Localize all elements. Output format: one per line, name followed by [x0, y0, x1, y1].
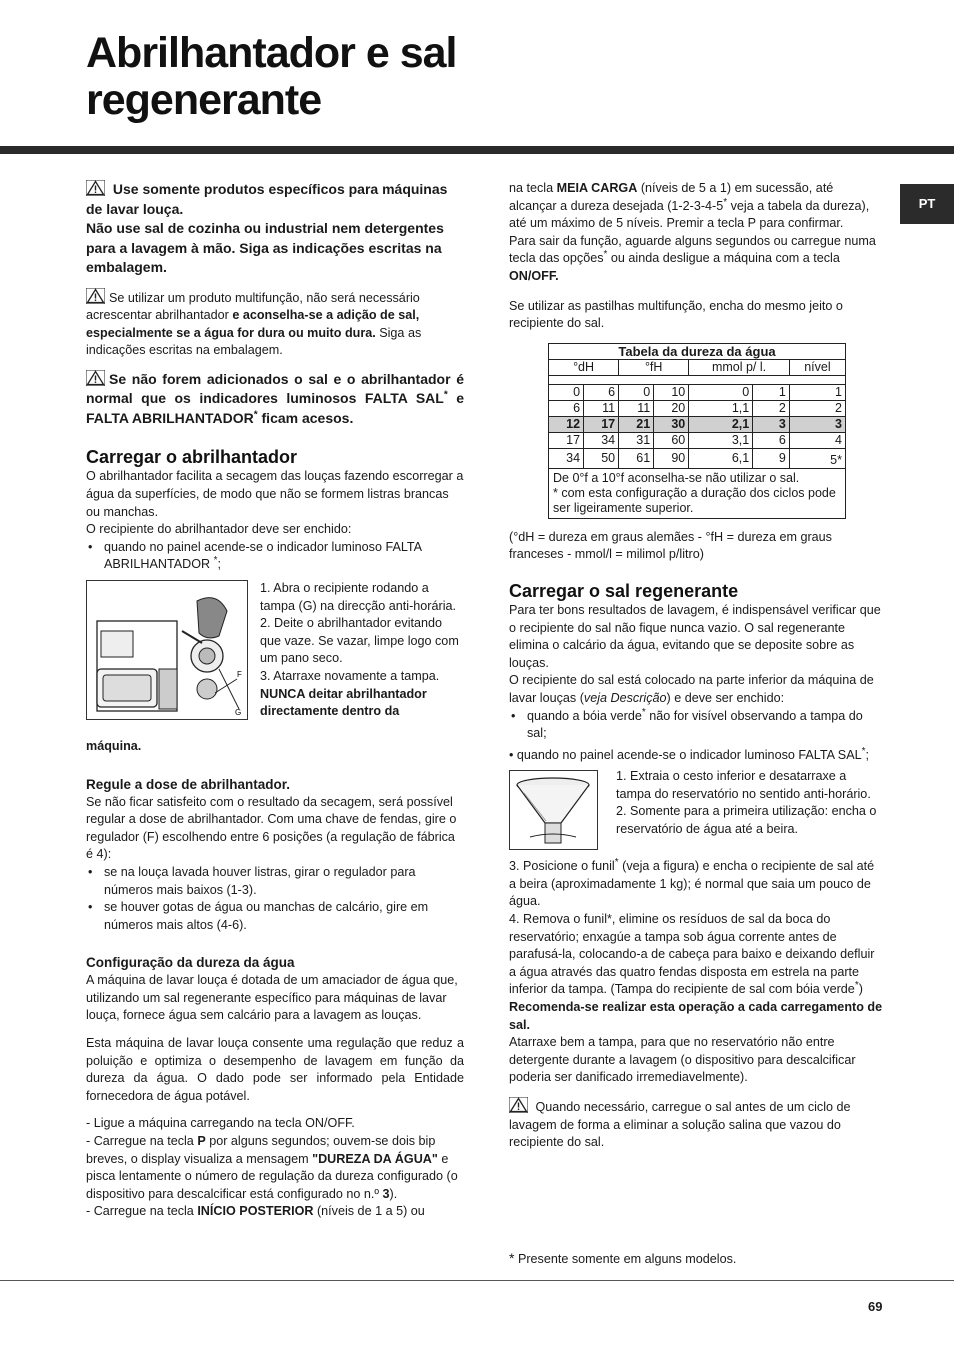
cell: 9	[753, 448, 790, 468]
cell: 1	[753, 384, 790, 400]
salt-bullet-1	[509, 708, 884, 743]
cell: 0	[689, 384, 753, 400]
exit-text: Para sair da função, aguarde alguns segundos ou carregue numa tecla das opções	[509, 233, 876, 266]
salt-bullet-2	[509, 747, 884, 765]
cell: 11	[619, 400, 654, 416]
left-column	[86, 180, 464, 1221]
warning-products-text-2: Não use sal de cozinha ou industrial nem detergentes para a lavagem à mão. Siga as indicações escritas na embalagem.	[86, 220, 444, 275]
warning-indicators	[86, 370, 464, 429]
cell: 5*	[789, 448, 845, 468]
col-dh: °dH	[549, 359, 619, 375]
funnel-illustration	[510, 771, 597, 849]
rinse-fill-when: O recipiente do abrilhantador deve ser enchido:	[86, 522, 352, 537]
salt-location-text: O recipiente do sal está colocado na parte inferior da máquina de lavar louças (	[509, 673, 874, 705]
cell: 21	[619, 416, 654, 432]
table-gap	[549, 375, 846, 384]
salt-funnel-figure	[509, 770, 598, 850]
hardness-step-2	[86, 1133, 464, 1203]
cell: 17	[584, 416, 619, 432]
key-p: P	[197, 1134, 206, 1149]
salt-tighten: Atarraxe bem a tampa, para que no reservatório não entre detergente durante a lavagem (o dispositivo para descalcificar poderia ser danificado irremediavelmente).	[509, 1035, 856, 1085]
hardness-text-1: A máquina de lavar louça é dotada de um amaciador de água que, utilizando um sal regenerante específico para máquinas de lavar louça, fornece água sem calcário para a lavagem as louças.	[86, 973, 458, 1023]
salt-bullet-2-text: • quando no painel acende-se o indicador luminoso FALTA SAL	[509, 747, 862, 762]
hardness-step-1: - Ligue a máquina carregando na tecla ON/OFF.	[86, 1116, 355, 1131]
footnote-star: *	[861, 745, 866, 757]
hardness-step-3-text: - Carregue na tecla	[86, 1204, 194, 1219]
warning-multifunction	[86, 288, 464, 360]
warning-products	[86, 180, 464, 278]
continue-text-2: (níveis de 5 a 1) em sucessão, até alcançar a dureza desejada (1-2-3-4-5	[509, 181, 834, 213]
cell: 61	[619, 448, 654, 468]
hardness-table-wrap	[548, 343, 884, 519]
warning-products-text: Use somente produtos específicos para máquinas de lavar louça.	[86, 181, 448, 217]
cell: 0	[619, 384, 654, 400]
key-half-load: MEIA CARGA	[556, 181, 638, 195]
footnote-star: *	[603, 249, 608, 261]
footnote-star: *	[854, 980, 859, 992]
cell: 2,1	[689, 416, 753, 432]
cell: 3	[753, 416, 790, 432]
cell: 34	[584, 432, 619, 448]
col-level: nível	[789, 359, 845, 375]
cell: 50	[584, 448, 619, 468]
cell: 12	[549, 416, 584, 432]
cell: 34	[549, 448, 584, 468]
table-note-2: * com esta configuração a duração dos ciclos pode ser ligeiramente superior.	[553, 485, 836, 515]
salt-location-text-2: ) e deve ser enchido:	[666, 690, 785, 705]
col-fh: °fH	[619, 359, 689, 375]
hardness-table	[548, 343, 846, 519]
footnote-star: *	[614, 857, 619, 869]
footer-rule	[0, 1280, 954, 1281]
salt-location	[509, 672, 884, 707]
salt-warning	[509, 1097, 884, 1152]
label-g: G	[235, 707, 242, 717]
title-line-1: Abrilhantador e sal	[86, 29, 457, 77]
salt-recommendation: Recomenda-se realizar esta operação a cada carregamento de sal.	[509, 1000, 883, 1032]
heading-salt: Carregar o sal regenerante	[509, 580, 739, 601]
dose-bullet-1: • se na louça lavada houver listras, girar o regulador para números mais baixos (1-3).	[86, 864, 464, 899]
rinse-step-3: 3. Atarraxe novamente a tampa.	[260, 668, 440, 683]
cell: 0	[549, 384, 584, 400]
table-row	[549, 384, 846, 400]
page-number: 69	[868, 1299, 883, 1314]
rinse-bullet-1-end: ;	[217, 557, 222, 572]
table-row	[549, 448, 846, 468]
cell: 3,1	[689, 432, 753, 448]
cell: 2	[753, 400, 790, 416]
salt-step-4-text: 4. Remova o funil*, elimine os resíduos de sal da boca do reservatório; enxagúe a tampa sob água corrente antes de parafusá-la, colocando-a de cabeça para baixo e deixando defluir a água através das quatro fendas disposta em estrela na parte inferior da tampa. (Tampa do recipiente de sal com bóia verde	[509, 912, 875, 997]
exit-function	[509, 233, 884, 286]
salt-step-1: 1. Extraia o cesto inferior e desatarraxe a tampa do reservatório no sentido anti-horário.	[616, 769, 871, 801]
cell: 4	[789, 432, 845, 448]
hardness-step-2-end: ).	[389, 1186, 398, 1201]
rinse-steps	[260, 580, 464, 721]
salt-step-3-text-2: (veja a figura) e encha o recipiente de sal até a beira (aproximadamente 1 kg); é normal que saia um pouco de água.	[509, 859, 875, 909]
warning-multifunction-bold: e aconselha-se a adição de sal, especialmente se a água for dura ou muito dura.	[86, 308, 420, 340]
footnote-star: *	[641, 706, 646, 718]
salt-step-3-text: 3. Posicione o funil	[509, 859, 615, 874]
warning-icon	[86, 288, 105, 304]
salt-bullet-2-end: ;	[865, 747, 870, 762]
footnote-star: *	[253, 409, 258, 421]
warning-indicators-text-3: ficam acesos.	[261, 409, 354, 426]
continue-text-3: veja a tabela da dureza), até um máximo de 5 níveis. Premir a tecla P para confirmar.	[509, 198, 870, 231]
warning-indicators-text: Se não forem adicionados o sal e o abrilhantador é normal que os indicadores luminosos FALTA SAL	[86, 370, 464, 407]
table-notes	[549, 468, 846, 518]
cell: 10	[654, 384, 689, 400]
warning-multifunction-text: Se utilizar um produto multifunção, não será necessário acrescentar abrilhantador	[86, 290, 420, 323]
salt-steps-1-2	[616, 768, 884, 838]
salt-step-4-end: )	[858, 982, 863, 997]
salt-location-ref: veja Descrição	[583, 690, 667, 705]
cell: 11	[584, 400, 619, 416]
salt-bullet-1-text-2: não for visível observando a tampa do sal;	[527, 708, 863, 741]
title-rule	[0, 146, 954, 154]
hardness-text-2: Esta máquina de lavar louça consente uma regulação que reduz a poluição e optimiza o desempenho de lavagem em função da dureza da água. O dado pode ser informado pela Entidade fornecedora de água potável.	[86, 1036, 464, 1103]
cell: 6	[584, 384, 619, 400]
dose-bullet-2: • se houver gotas de água ou manchas de calcário, gire em números mais altos (4-6).	[86, 899, 464, 934]
table-row	[549, 432, 846, 448]
page-title	[86, 30, 456, 124]
display-message: "DUREZA DA ÁGUA"	[312, 1151, 438, 1166]
cell: 90	[654, 448, 689, 468]
salt-bullet-1-text: quando a bóia verde	[527, 708, 642, 723]
col-mmol: mmol p/ l.	[689, 359, 790, 375]
cell: 6	[753, 432, 790, 448]
rinse-step-1: 1. Abra o recipiente rodando a tampa (G) na direcção anti-horária.	[260, 580, 456, 613]
heading-water-hardness: Configuração da dureza da água	[86, 955, 295, 971]
cell: 60	[654, 432, 689, 448]
cell: 17	[549, 432, 584, 448]
exit-text-2: ou ainda desligue a máquina com a tecla	[610, 251, 840, 266]
table-row	[549, 400, 846, 416]
hardness-step-2-text-3: e pisca lentamente o número de regulação da dureza configurado (o dispositivo para descalcificar está configurado no n.º	[86, 1151, 458, 1201]
heading-dose: Regule a dose de abrilhantador.	[86, 776, 291, 792]
warning-multifunction-text-2: Siga as indicações escritas na embalagem.	[86, 325, 422, 358]
cell: 1,1	[689, 400, 753, 416]
hardness-step-3-text-2: (níveis de 1 a 5) ou	[316, 1204, 425, 1219]
rinse-intro: O abrilhantador facilita a secagem das louças fazendo escorregar a água da superfícies, de modo que não se formem listras brancas ou manchas.	[86, 469, 464, 519]
warning-icon	[86, 370, 105, 386]
footnote-star: *	[723, 196, 728, 208]
hardness-step-continue	[509, 180, 884, 233]
cell: 6,1	[689, 448, 753, 468]
default-level: 3	[382, 1186, 390, 1201]
cell: 30	[654, 416, 689, 432]
key-on-off: ON/OFF.	[509, 268, 559, 283]
cell: 3	[789, 416, 845, 432]
multifunction-tablets: Se utilizar as pastilhas multifunção, encha do mesmo jeito o recipiente do sal.	[509, 298, 843, 331]
right-column	[509, 180, 884, 1266]
dose-text: Se não ficar satisfeito com o resultado da secagem, será possível regular a dose de abrilhantador. Com uma chave de fendas, gire o regulador (F) escolhendo entre 6 posições (a regulação de fábrica é 4):	[86, 794, 457, 862]
table-note-1: De 0°f a 10°f aconselha-se não utilizar o sal.	[553, 470, 800, 485]
key-delayed-start: INÍCIO POSTERIOR	[197, 1204, 314, 1219]
cell: 2	[789, 400, 845, 416]
footnote-star: *	[213, 555, 218, 567]
label-f: F	[237, 669, 242, 679]
salt-warning-text: Quando necessário, carregue o sal antes de um ciclo de lavagem de forma a eliminar a solução salina que vazou do recipiente do sal.	[509, 1100, 851, 1150]
hardness-step-2-text-2: por alguns segundos; ouvem-se dois bip breves, o display visualiza a mensagem	[86, 1134, 436, 1166]
rinse-step-2: 2. Deite o abrilhantador evitando que vaze. Se vazar, limpe logo com um pano seco.	[260, 616, 459, 666]
salt-figure-block	[509, 768, 884, 854]
footnote-star: *	[509, 1250, 515, 1266]
hardness-step-2-text: - Carregue na tecla	[86, 1134, 194, 1149]
language-tab: PT	[900, 184, 954, 224]
rinse-never-warning: NUNCA deitar abrilhantador directamente dentro da	[260, 686, 427, 719]
footnote-text: Presente somente em alguns modelos.	[517, 1252, 737, 1266]
warning-icon	[86, 180, 105, 196]
continue-text: na tecla	[509, 181, 554, 195]
footnote-star: *	[443, 389, 448, 401]
rinse-figure-block	[86, 580, 464, 740]
rinse-never-warning-end: máquina.	[86, 738, 142, 753]
footnote	[509, 1250, 736, 1269]
cell: 31	[619, 432, 654, 448]
salt-step-3	[509, 858, 884, 911]
warning-indicators-text-2: e FALTA ABRILHANTADOR	[86, 390, 465, 426]
table-caption: (°dH = dureza em graus alemães - °fH = dureza em graus franceses - mmol/l = milimol p/litro)	[509, 529, 832, 562]
salt-intro: Para ter bons resultados de lavagem, é indispensável verificar que o recipiente do sal não fique nunca vazio. O sal regenerante elimina o calcário da água, evitando que se deposite sobre as louças.	[509, 602, 881, 670]
cell: 6	[549, 400, 584, 416]
salt-step-4	[509, 911, 884, 999]
salt-step-2: 2. Somente para a primeira utilização: encha o reservatório de água até a beira.	[616, 804, 877, 837]
table-row-highlighted	[549, 416, 846, 432]
title-line-2: regenerante	[86, 76, 322, 124]
heading-rinse-aid: Carregar o abrilhantador	[86, 447, 298, 468]
rinse-bullet-1-text: quando no painel acende-se o indicador luminoso FALTA ABRILHANTADOR	[104, 539, 422, 572]
cell: 1	[789, 384, 845, 400]
dispenser-illustration	[87, 581, 247, 719]
cell: 20	[654, 400, 689, 416]
rinse-aid-dispenser-figure	[86, 580, 248, 720]
hardness-step-3	[86, 1203, 464, 1221]
rinse-bullet-1	[86, 539, 464, 574]
warning-icon	[509, 1097, 528, 1113]
table-title: Tabela da dureza da água	[549, 343, 846, 359]
